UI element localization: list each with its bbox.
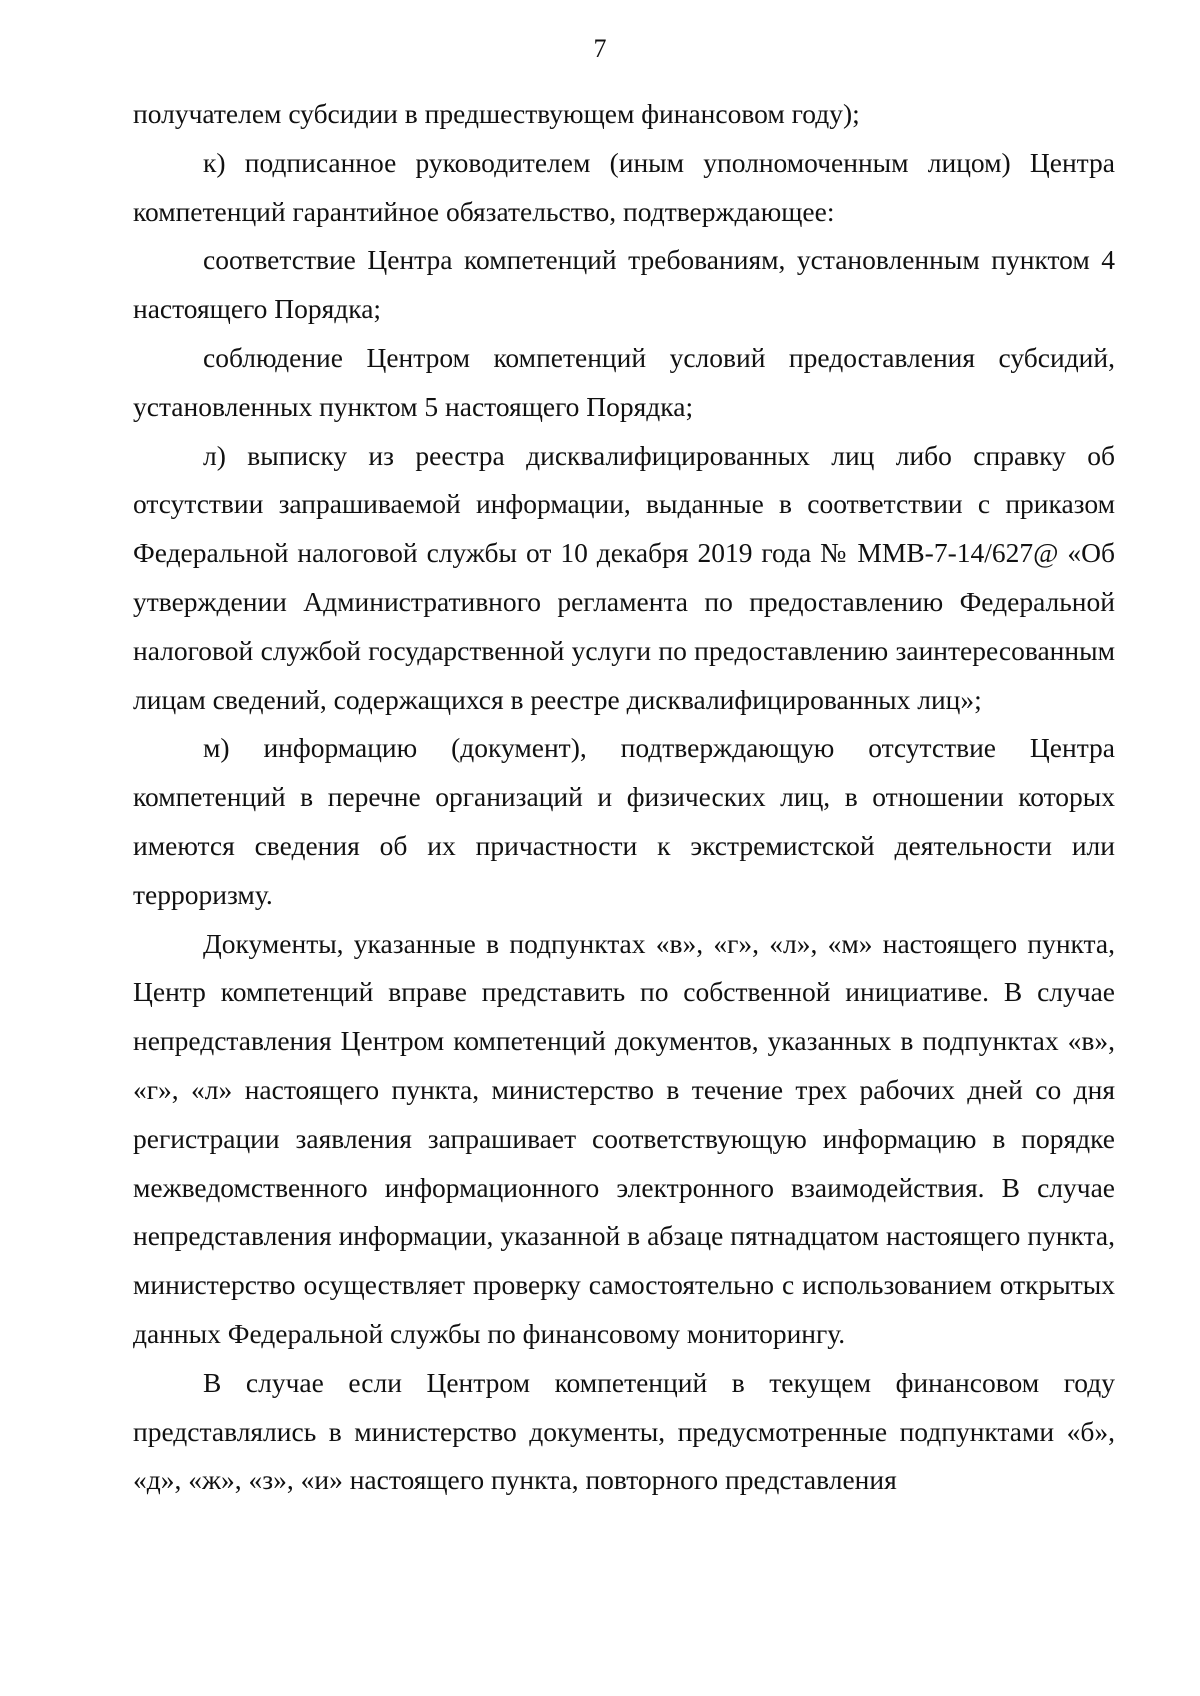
- paragraph: Документы, указанные в подпунктах «в», «г», «л», «м» настоящего пункта, Центр компетенций вправе представить по собственной инициативе. В случае непредставления Центром компетенций документов, указанных в подпунктах «в», «г», «л» настоящего пункта, министерство в течение трех рабочих дней со дня регистрации заявления запрашивает соответствующую информацию в порядке межведомственного информационного электронного взаимодействия. В случае непредставления информации, указанной в абзаце пятнадцатом настоящего пункта, министерство осуществляет проверку самостоятельно с использованием открытых данных Федеральной службы по финансовому мониторингу.: [133, 927, 1115, 1349]
- paragraph: В случае если Центром компетенций в текущем финансовом году представлялись в министерство документы, предусмотренные подпунктами «б», «д», «ж», «з», «и» настоящего пункта, повторного представления: [133, 1366, 1115, 1496]
- page-number: 7: [593, 34, 607, 63]
- paragraph: к) подписанное руководителем (иным уполномоченным лицом) Центра компетенций гарантийное обязательство, подтверждающее:: [133, 146, 1115, 227]
- paragraph: соответствие Центра компетенций требованиям, установленным пунктом 4 настоящего Порядка;: [133, 244, 1115, 325]
- document-body: [133, 90, 1115, 1505]
- paragraph: соблюдение Центром компетенций условий предоставления субсидий, установленных пунктом 5 настоящего Порядка;: [133, 341, 1115, 422]
- paragraph: получателем субсидии в предшествующем финансовом году);: [133, 98, 860, 129]
- paragraph: м) информацию (документ), подтверждающую отсутствие Центра компетенций в перечне организаций и физических лиц, в отношении которых имеются сведения об их причастности к экстремистской деятельности или терроризму.: [133, 732, 1115, 910]
- paragraph: л) выписку из реестра дисквалифицированных лиц либо справку об отсутствии запрашиваемой информации, выданные в соответствии с приказом Федеральной налоговой службы от 10 декабря 2019 года № ММВ-7-14/627@ «Об утверждении Административного регламента по предоставлению Федеральной налоговой службой государственной услуги по предоставлению заинтересованным лицам сведений, содержащихся в реестре дисквалифицированных лиц»;: [133, 439, 1115, 715]
